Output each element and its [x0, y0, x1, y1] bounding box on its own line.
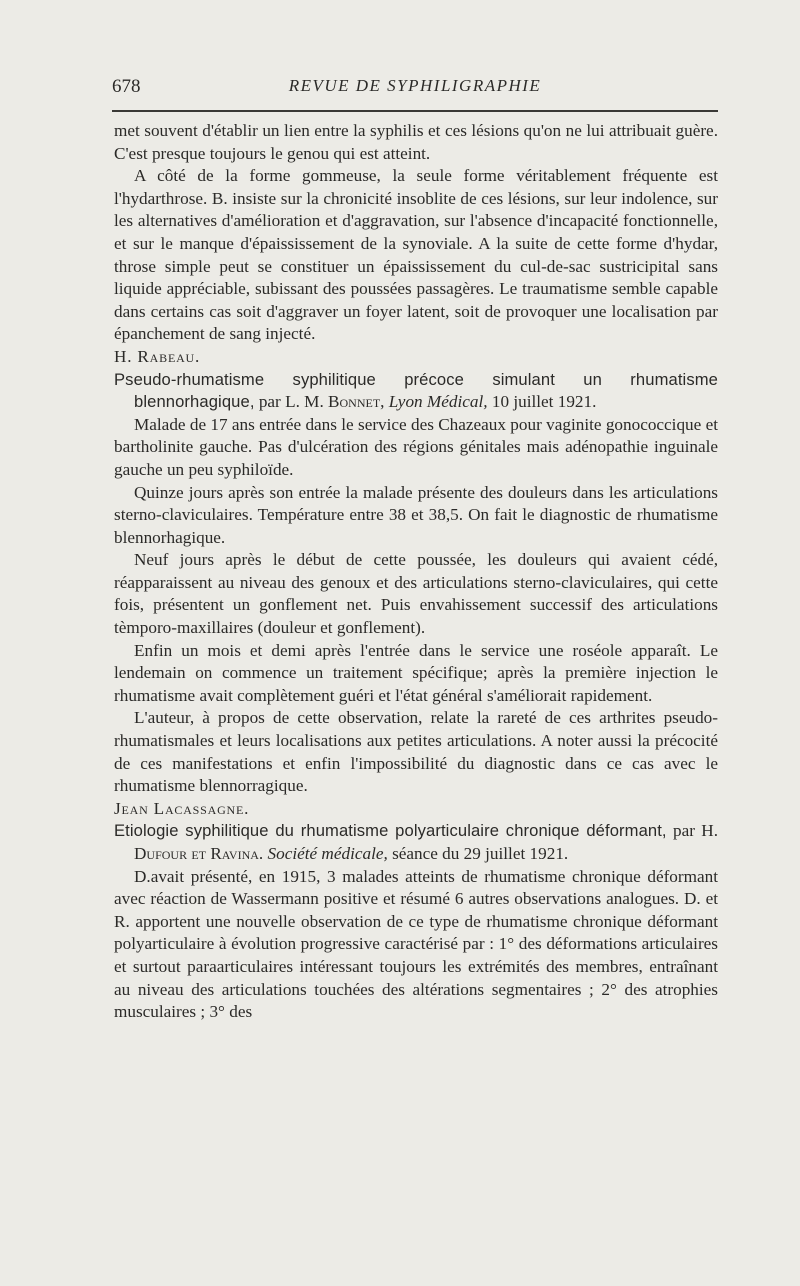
article3-by: par: [673, 821, 695, 841]
article2-title: Pseudo-rhumatisme syphilitique précoce simulant un rhumatisme blennorhagique,: [114, 369, 718, 412]
article2-paragraph-4: Enfin un mois et demi après l'entrée dans le service une roséole apparaît. Le lendemain on commence un traitement spécifique; après la première injection le rhumatisme avait complètement guéri et l'état général s'améliorait rapidement.: [114, 640, 718, 705]
article2-paragraph-3: Neuf jours après le début de cette poussée, les douleurs qui avaient cédé, réapparaissent au niveau des genoux et des articulations sterno-claviculaires, qui cette fois, présentent un gonflement net. Puis envahissement successif des articulations tèmporo-maxillaires (douleur et gonflement).: [114, 550, 718, 638]
article2-date: 10 juillet 1921.: [491, 392, 597, 412]
article2-paragraph-1: Malade de 17 ans entrée dans le service des Chazeaux pour vaginite gonococcique et bartholinite gauche. Pas d'ulcération des régions génitales mais adénopathie inguinale gauche un peu syphiloïde.: [114, 414, 718, 479]
page-header: [112, 76, 718, 102]
article2-paragraph-5: L'auteur, à propos de cette observation, relate la rareté de ces arthrites pseudo-rhumatismales et leurs localisations aux petites articulations. A noter aussi la précocité de ces manifestations et enfin l'impossibilité du diagnostic dans ce cas avec le rhumatisme blennorragique.: [114, 708, 718, 796]
article1-paragraph-1: met souvent d'établir un lien entre la syphilis et ces lésions qu'on ne lui attribuait guère. C'est presque toujours le genou qui est atteint.: [114, 121, 718, 163]
article2-author: L. M. Bonnet,: [285, 392, 385, 412]
article2-journal: Lyon Médical,: [388, 392, 488, 412]
article1-paragraph-2: A côté de la forme gommeuse, la seule forme véritablement fréquente est l'hydarthrose. B. insiste sur la chronicité insoblite de ces lésions, sur leur indolence, sur les alternatives d'amélioration et d'aggravation, sur l'absence d'incapacité fonctionnelle, et sur le manque d'épaississement de la synoviale. A la suite de cette forme d'hydar, throse simple peut se constituer un épaississement du cul-de-sac sustricipital sans liquide appréciable, subissant des poussées passagères. Le traumatisme semble capable dans certains cas soit d'aggraver un foyer latent, soit de provoquer une localisation par épanchement de sang injecté.: [114, 166, 718, 344]
article1-signature: H. Rabeau.: [114, 346, 201, 366]
article3-paragraph-1: D.avait présenté, en 1915, 3 malades atteints de rhumatisme chronique déformant avec réaction de Wassermann positive et résumé 6 autres observations analogues. D. et R. apportent une nouvelle observation de ce type de rhumatisme chronique déformant polyarticulaire à évolution progressive caractérisé par : 1° des déformations articulaires et surtout paraarticulaires intéressant toujours les extrémités des membres, entraînant au niveau des articulations touchées des altérations segmentaires ; 2° des atrophies musculaires ; 3° des: [114, 866, 718, 1022]
page-body: [114, 120, 718, 1024]
article3-date: séance du 29 juillet 1921.: [392, 844, 569, 863]
article3-heading: [114, 820, 718, 865]
article2-signature: Jean Lacassagne.: [114, 798, 250, 818]
article3-journal: Société médicale,: [267, 844, 388, 863]
article3-title: Etiologie syphilitique du rhumatisme polyarticulaire chronique déformant,: [114, 821, 667, 841]
article2-paragraph-2: Quinze jours après son entrée la malade présente des douleurs dans les articulations sterno-claviculaires. Température entre 38 et 38,5. On fait le diagnostic de rhumatisme blennorhagique.: [114, 482, 718, 547]
article2-heading: [114, 369, 718, 414]
article2-by: par: [258, 392, 281, 412]
page-number: 678: [112, 76, 141, 97]
header-rule: [112, 110, 718, 112]
running-title: REVUE DE SYPHILIGRAPHIE: [288, 76, 542, 95]
article3-authors: H. Dufour et Ravina.: [134, 821, 719, 863]
